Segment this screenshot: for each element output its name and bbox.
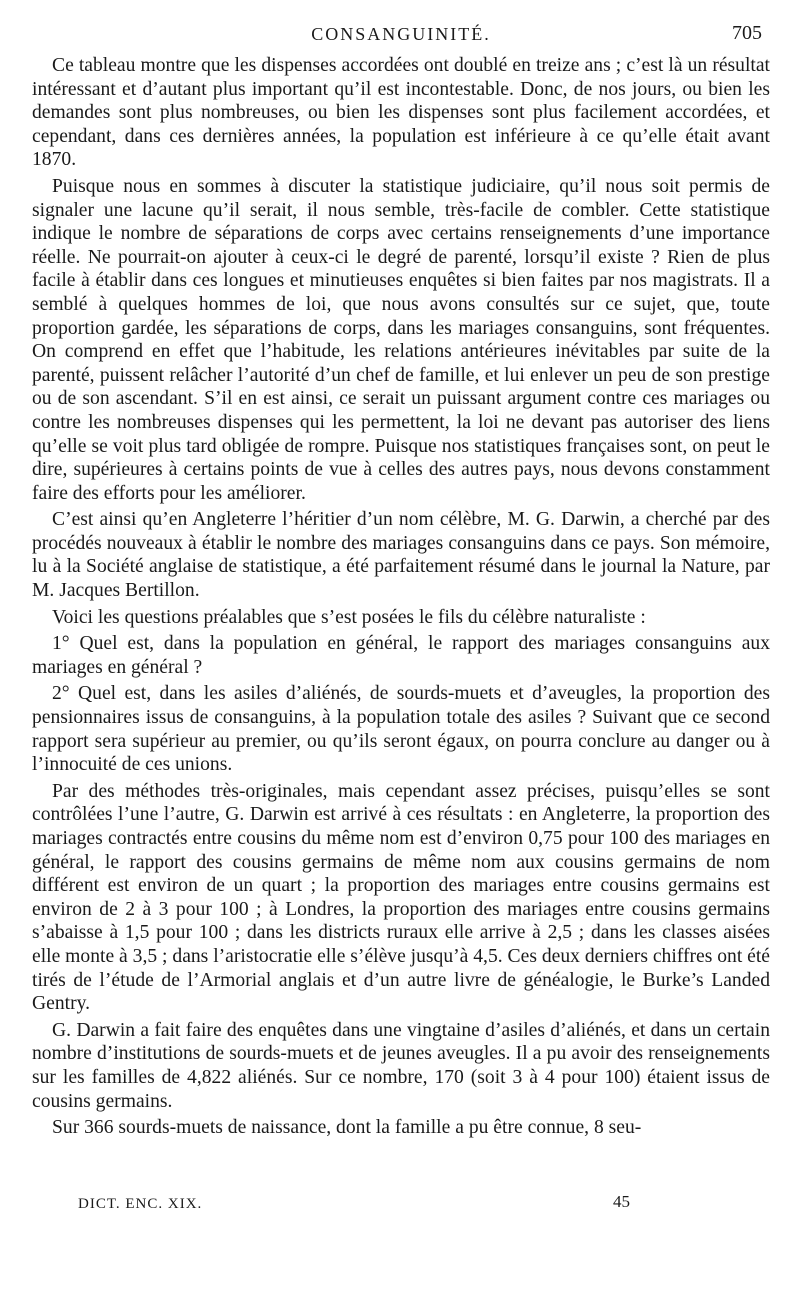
paragraph: G. Darwin a fait faire des enquêtes dans une vingtaine d’asiles d’aliénés, et dans un certain nombre d’institutions de sourds-muets et de jeunes aveugles. Il a pu avoir des renseignements sur les familles de 4,822 aliénés. Sur ce nombre, 170 (soit 3 à 4 pour 100) étaient issus de cousins germains. — [32, 1019, 770, 1112]
running-title: CONSANGUINITÉ. — [311, 24, 491, 44]
paragraph: Puisque nous en sommes à discuter la statistique judiciaire, qu’il nous soit permis de signaler une lacune qu’il serait, il nous semble, très-facile de combler. Cette statistique indique le nombre de séparations de corps avec certains renseignements d’une importance réelle. Ne pourrait-on ajouter à ceux-ci le degré de parenté, lorsqu’il existe ? Rien de plus facile à établir dans ces longues et minutieuses enquêtes si bien faites par nos magistrats. Il a semblé à quelques hommes de loi, que nous avons consultés sur ce sujet, que, toute proportion gardée, les séparations de corps, dans les mariages consanguins, sont fréquentes. On comprend en effet que l’habitude, les relations antérieures inévitables par suite de la parenté, puissent relâcher l’autorité d’un chef de famille, et lui enlever un peu de son prestige ou de son ascendant. S’il en est ainsi, ce serait un puissant argument contre ces mariages ou contre les nombreuses dispenses qui les permettent, la loi ne devant pas autoriser des liens qu’elle se voit plus tard obligée de rompre. Puisque nos statistiques françaises sont, on peut le dire, supérieures à certains points de vue à celles des autres pays, nous devons constamment faire des efforts pour les améliorer. — [32, 175, 770, 504]
paragraph: C’est ainsi qu’en Angleterre l’héritier d’un nom célèbre, M. G. Darwin, a cherché par des procédés nouveaux à établir le nombre des mariages consanguins dans ce pays. Son mémoire, lu à la Société anglaise de statistique, a été parfaitement résumé dans le journal la Nature, par M. Jacques Bertillon. — [32, 509, 770, 602]
page-header — [32, 20, 770, 54]
paragraph: 1° Quel est, dans la population en général, le rapport des mariages consanguins aux mariages en général ? — [32, 633, 770, 678]
page-footer — [78, 1192, 760, 1222]
paragraph: 2° Quel est, dans les asiles d’aliénés, de sourds-muets et d’aveugles, la proportion des pensionnaires issus de consanguins, à la population totale des asiles ? Suivant que ce second rapport sera supérieur au premier, ou qu’ils seront égaux, on pourra conclure au danger ou à l’innocuité de ces unions. — [32, 683, 770, 776]
paragraph: Sur 366 sourds-muets de naissance, dont la famille a pu être connue, 8 seu- — [52, 1117, 642, 1139]
document-page — [32, 20, 770, 1140]
paragraph: Voici les questions préalables que s’est posées le fils du célèbre naturaliste : — [52, 606, 646, 628]
page-number: 705 — [732, 22, 762, 44]
sheet-number: 45 — [613, 1192, 630, 1211]
paragraph: Ce tableau montre que les dispenses accordées ont doublé en treize ans ; c’est là un résultat intéressant et d’autant plus important qu’il est incontestable. Donc, de nos jours, ou bien les demandes sont plus nombreuses, ou bien les dispenses sont plus facilement accordées, et cependant, dans ces dernières années, la population est inférieure à ce qu’elle était avant 1870. — [32, 55, 770, 171]
body-text — [32, 54, 770, 1140]
footer-signature: DICT. ENC. XIX. — [78, 1196, 203, 1212]
paragraph: Par des méthodes très-originales, mais cependant assez précises, puisqu’elles se sont contrôlées l’une l’autre, G. Darwin est arrivé à ces résultats : en Angleterre, la proportion des mariages contractés entre cousins du même nom est d’environ 0,75 pour 100 des mariages en général, le rapport des cousins germains de même nom aux cousins germains de nom différent est environ de un quart ; la proportion des mariages entre cousins germains est environ de 2 à 3 pour 100 ; à Londres, la proportion des mariages entre cousins germains s’abaisse à 1,5 pour 100 ; dans les districts ruraux elle arrive à 2,5 ; dans les classes aisées elle monte à 3,5 ; dans l’aristocratie elle s’élève jusqu’à 4,5. Ces deux derniers chiffres ont été tirés de l’étude de l’Armorial anglais et d’un autre livre de généalogie, le Burke’s Landed Gentry. — [32, 780, 770, 1015]
